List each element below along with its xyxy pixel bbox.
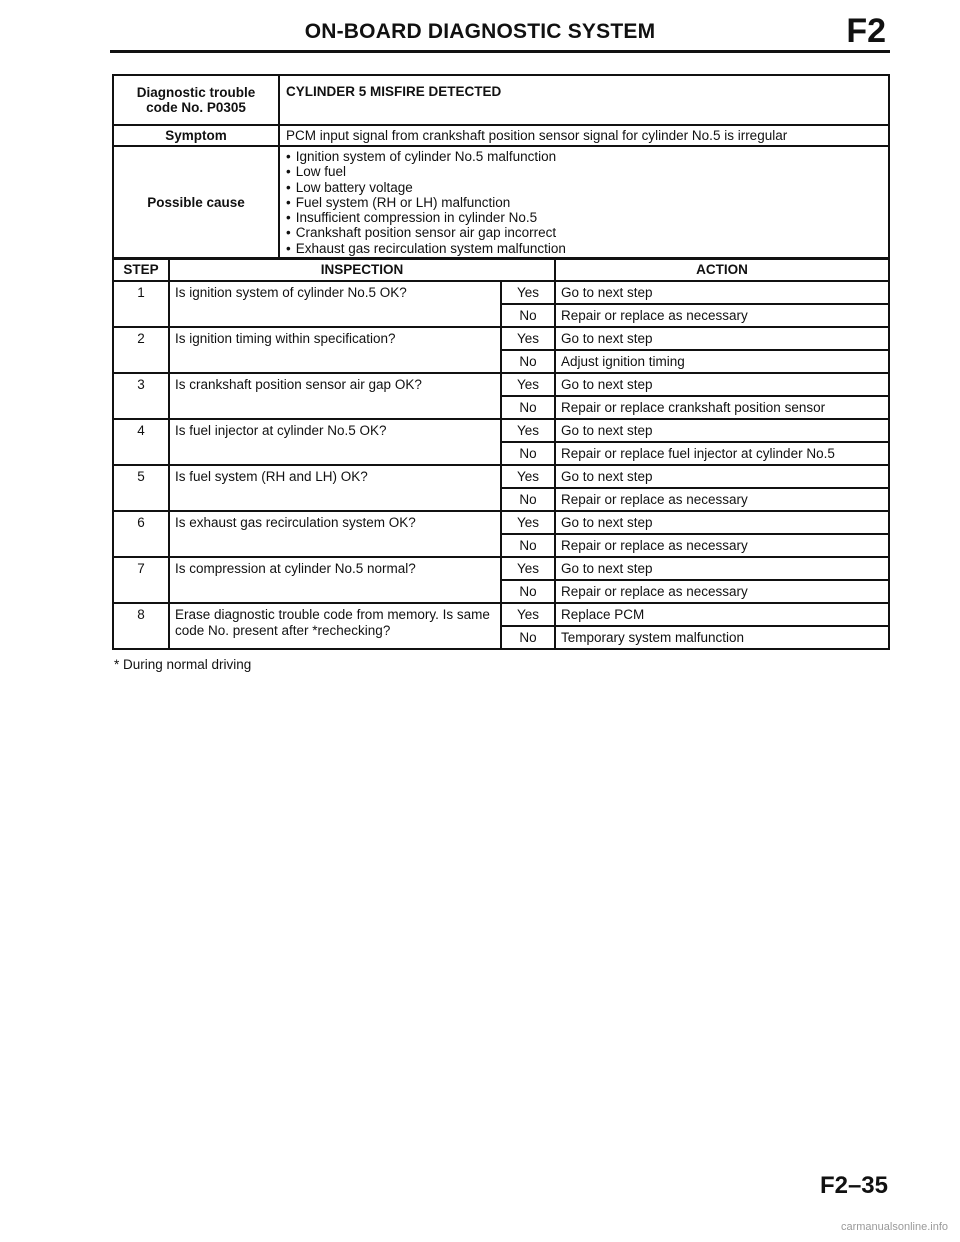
dtc-info-table xyxy=(112,74,890,260)
step-number: 6 xyxy=(113,511,169,557)
step-inspection: Is ignition system of cylinder No.5 OK? xyxy=(169,281,501,327)
action-no: Repair or replace as necessary xyxy=(555,580,889,603)
symptom-label: Symptom xyxy=(113,125,279,146)
page-title: ON-BOARD DIAGNOSTIC SYSTEM xyxy=(304,20,656,43)
step-row xyxy=(113,465,889,488)
watermark: carmanualsonline.info xyxy=(840,1221,948,1233)
step-row xyxy=(113,603,889,626)
section-code: F2 xyxy=(846,12,886,50)
cause-item: • Low fuel xyxy=(286,164,882,179)
action-no: Temporary system malfunction xyxy=(555,626,889,649)
cause-list xyxy=(286,149,882,256)
answer-no: No xyxy=(501,488,555,511)
cause-row xyxy=(113,146,889,259)
action-yes: Go to next step xyxy=(555,465,889,488)
step-inspection: Is compression at cylinder No.5 normal? xyxy=(169,557,501,603)
cause-item: • Crankshaft position sensor air gap incorrect xyxy=(286,225,882,240)
steps-body xyxy=(113,281,889,649)
cause-item: • Low battery voltage xyxy=(286,180,882,195)
cause-item: • Fuel system (RH or LH) malfunction xyxy=(286,195,882,210)
answer-yes: Yes xyxy=(501,557,555,580)
symptom-row xyxy=(113,125,889,146)
step-inspection: Is fuel injector at cylinder No.5 OK? xyxy=(169,419,501,465)
cause-item: • Ignition system of cylinder No.5 malfunction xyxy=(286,149,882,164)
diagnostic-steps-table xyxy=(112,257,890,650)
step-inspection: Erase diagnostic trouble code from memory. Is same code No. present after *rechecking? xyxy=(169,603,501,649)
step-number: 3 xyxy=(113,373,169,419)
answer-yes: Yes xyxy=(501,327,555,350)
step-number: 2 xyxy=(113,327,169,373)
action-yes: Go to next step xyxy=(555,373,889,396)
header-rule xyxy=(110,50,890,53)
step-row xyxy=(113,281,889,304)
action-yes: Go to next step xyxy=(555,281,889,304)
step-header: STEP xyxy=(113,258,169,281)
step-inspection: Is fuel system (RH and LH) OK? xyxy=(169,465,501,511)
step-row xyxy=(113,557,889,580)
cause-list-cell xyxy=(279,146,889,259)
answer-no: No xyxy=(501,534,555,557)
answer-yes: Yes xyxy=(501,281,555,304)
answer-yes: Yes xyxy=(501,419,555,442)
step-number: 4 xyxy=(113,419,169,465)
action-no: Repair or replace as necessary xyxy=(555,304,889,327)
page-number: F2–35 xyxy=(819,1172,888,1199)
cause-item: • Insufficient compression in cylinder No.5 xyxy=(286,210,882,225)
cause-item: • Exhaust gas recirculation system malfunction xyxy=(286,241,882,256)
step-inspection: Is ignition timing within specification? xyxy=(169,327,501,373)
action-header: ACTION xyxy=(555,258,889,281)
answer-no: No xyxy=(501,304,555,327)
action-yes: Go to next step xyxy=(555,511,889,534)
step-row xyxy=(113,419,889,442)
step-number: 8 xyxy=(113,603,169,649)
step-number: 5 xyxy=(113,465,169,511)
action-no: Repair or replace crankshaft position sensor xyxy=(555,396,889,419)
action-no: Repair or replace as necessary xyxy=(555,488,889,511)
dtc-label: Diagnostic trouble code No. P0305 xyxy=(113,75,279,125)
symptom-value: PCM input signal from crankshaft position sensor signal for cylinder No.5 is irregular xyxy=(279,125,889,146)
answer-no: No xyxy=(501,396,555,419)
step-row xyxy=(113,373,889,396)
dtc-value: CYLINDER 5 MISFIRE DETECTED xyxy=(279,75,889,125)
action-no: Repair or replace fuel injector at cylinder No.5 xyxy=(555,442,889,465)
action-yes: Go to next step xyxy=(555,419,889,442)
step-inspection: Is exhaust gas recirculation system OK? xyxy=(169,511,501,557)
answer-no: No xyxy=(501,580,555,603)
answer-yes: Yes xyxy=(501,465,555,488)
step-row xyxy=(113,327,889,350)
step-number: 7 xyxy=(113,557,169,603)
cause-label: Possible cause xyxy=(113,146,279,259)
footnote: * During normal driving xyxy=(114,657,252,672)
answer-no: No xyxy=(501,626,555,649)
action-yes: Go to next step xyxy=(555,327,889,350)
answer-no: No xyxy=(501,442,555,465)
answer-yes: Yes xyxy=(501,511,555,534)
answer-yes: Yes xyxy=(501,603,555,626)
answer-no: No xyxy=(501,350,555,373)
action-no: Repair or replace as necessary xyxy=(555,534,889,557)
action-no: Adjust ignition timing xyxy=(555,350,889,373)
steps-header-row xyxy=(113,258,889,281)
answer-yes: Yes xyxy=(501,373,555,396)
step-row xyxy=(113,511,889,534)
dtc-row xyxy=(113,75,889,125)
action-yes: Replace PCM xyxy=(555,603,889,626)
inspection-header: INSPECTION xyxy=(169,258,555,281)
action-yes: Go to next step xyxy=(555,557,889,580)
step-number: 1 xyxy=(113,281,169,327)
step-inspection: Is crankshaft position sensor air gap OK? xyxy=(169,373,501,419)
